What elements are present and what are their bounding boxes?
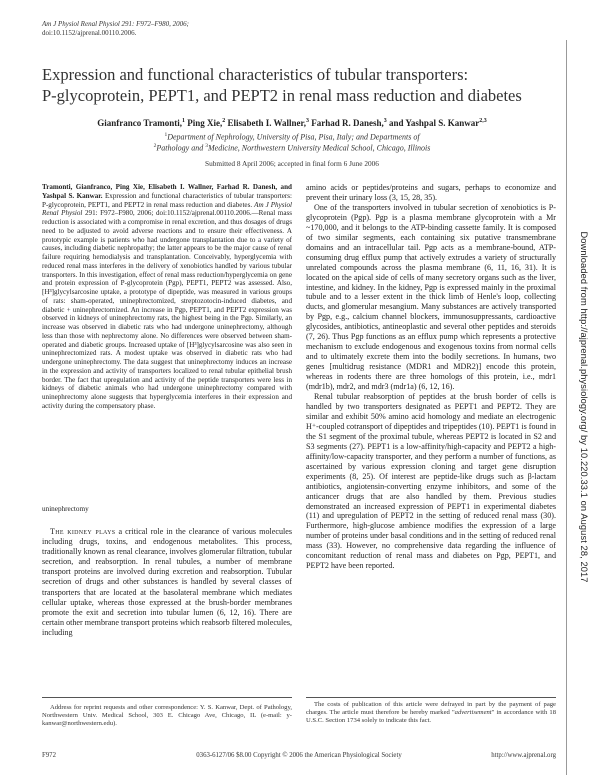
author-list (42, 118, 542, 128)
abstract-part-1: Expression and functional characteristics of tubular transporters: P-glycoprotein, PEPT1, and PEPT2 in renal mass reduction and diabetes. (42, 191, 292, 209)
correspondence-footnote: Address for reprint requests and other correspondence: Y. S. Kanwar, Dept. of Pathology, Northwestern Univ. Medical School, 303 E. Chicago Ave, Chicago, IL (e-mail: y-kanwar@northwestern.edu). (42, 704, 292, 728)
author-5-affil: 2,3 (479, 118, 487, 124)
page-charges-footnote (306, 701, 556, 726)
affil-1-text: Department of Nephrology, University of Pisa, Pisa, Italy; and Departments of (167, 132, 420, 142)
intro-text: a critical role in the clearance of various molecules including drugs, toxins, and endogenous metabolites. This process, traditionally known as renal clearance, involves glomerular filtration, tubular secretion, and reabsorption. In renal tubules, a number of membrane transport proteins are involved during excretion and reabsorption. Tubular secretion of drugs and other substances is handled by several classes of transporters that are located at the basolateral membrane which mediates cellular uptake, whereas those expressed at the brush-border membranes promote the exit and secretion into tubular lumen (6, 12, 16). There are certain other membrane transport proteins which reabsorb filtered molecules, including (42, 527, 292, 637)
footnote-divider-right (306, 697, 556, 698)
download-banner (562, 40, 598, 775)
affil-2-text: Pathology and (156, 143, 204, 153)
abstract (42, 183, 292, 411)
journal-url[interactable]: http://www.ajprenal.org (491, 752, 556, 759)
doi-line: doi:10.1152/ajprenal.00110.2006. (42, 29, 137, 37)
author-5: and Yashpal S. Kanwar (389, 118, 480, 128)
page-number: F972 (42, 752, 56, 759)
author-4: Farhad R. Danesh, (311, 118, 384, 128)
page-charges-adv: advertisement (454, 709, 492, 717)
page-charges-part-1: The costs of publication of this article were defrayed in part by the payment of page charges. The article must therefore be hereby marked " (306, 701, 556, 717)
copyright-line: 0363-6127/06 $8.00 Copyright © 2006 the American Physiological Society (196, 752, 402, 759)
journal-citation: Am J Physiol Renal Physiol 291: F972–F980, 2006; (42, 20, 189, 28)
affiliation-line-2 (42, 143, 542, 153)
abstract-cite: Am J Physiol Renal Physiol (42, 200, 292, 218)
abstract-lead: Tramonti, Gianfranco, Ping Xie, Elisabeth I. Wallner, Farhad R. Danesh, and Yashpal S. Kanwar. (42, 183, 292, 200)
abstract-part-2: 291: F972–F980, 2006; doi:10.1152/ajprenal.00110.2006.—Renal mass reduction is associated with a compromise in renal excretion, and thus dosages of drugs need to be adjusted to avoid adverse reactions and to ensure their effectiveness. A prototypic example is patients who had undergone transplantation due to a variety of causes, including diabetic nephropathy; the latter appears to be the major cause of renal failure requiring hemodialysis and transplantation. Conceivably, hyperglycemia with reduced renal mass interferes in the delivery of xenobiotics handled by various tubular transporters. In this investigation, effect of renal mass reduction/hyperglycemia on gene and protein expression of P-glycoprotein (Pgp), PEPT1, PEPT2 was assessed. Also, [H³]glycylsarcosine uptake, a prototype of dipeptide, was measured in various groups of rats: sham-operated, uninephrectomized, streptozotocin-induced diabetes, and diabetic + uninephrectomized. An increase in Pgp, PEPT1, and PEPT2 expression was observed in kidneys of uninephrectomy rats, the highest being in the Pgp. Similarly, an increase was observed in diabetic rats who had undergone uninephrectomy, although less than those with nephrectomy alone. No differences were observed between sham-operated and diabetic groups. Increased uptake of [H³]glycylsarcosine was also seen in uninephrectomized rats. A modest uptake was observed in diabetic rats who had undergone uninephrectomy. The data suggest that uninephrectomy induces an increase in the expression and activity of transporters localized to renal tubular epithelial brush border. The fact that upregulation and activity of the peptide transporters were less in kidneys of diabetic animals who had undergone uninephrectomy compared with uninephrectomy alone suggests that hyperglycemia interferes in their expression and activity during the compensatory phase. (42, 209, 292, 410)
author-4-affil: 3 (383, 118, 387, 124)
affil-1-marker: 1 (164, 132, 168, 138)
keywords: uninephrectomy (42, 505, 89, 513)
title-line-2: P-glycoprotein, PEPT1, and PEPT2 in renal mass reduction and diabetes (42, 86, 522, 105)
paragraph-pept: Renal tubular reabsorption of peptides at the brush border of cells is handled by two transporters designated as PEPT1 and PEPT2. They are similar and exhibit 50% amino acid homology and mediate an electrogenic H⁺-coupled cotransport of dipeptides and tripeptides (10). PEPT1 is found in the S1 segment of the proximal tubule, whereas PEPT2 is located in S2 and S3 segments (27). PEPT1 is a low-affinity/high-capacity and PEPT2 a high-affinity/low-capacity transporter, and they perform a number of functions, as ascertained by various expression cloning and target gene disruption experiments (8, 25). Of interest are peptide-like drugs such as β-lactam antibiotics, angiotensin-converting enzyme inhibitors, and some of the anticancer drugs that are also handled by them. Previous studies demonstrated an increased expression of PEPT1 in experimental diabetes (11) and upregulation of PEPT2 in the setting of reduced renal mass (30). Furthermore, high-glucose ambience modifies the expression of a large number of proteins under basal conditions and in the setting of reduced renal mass (33). However, no comprehensive data regarding the influence of concomitant reduction of renal mass and diabetes on Pgp, PEPT1, and PEPT2 have been reported. (306, 392, 556, 571)
author-2-affil: 2 (222, 118, 226, 124)
affiliation-line-1 (42, 132, 542, 142)
footnote-divider-left (42, 697, 292, 698)
article-title (42, 64, 542, 106)
submission-dates: Submitted 8 April 2006; accepted in final form 6 June 2006 (205, 159, 379, 168)
author-1: Gianfranco Tramonti, (97, 118, 182, 128)
paragraph-pgp: One of the transporters involved in tubular secretion of xenobiotics is P-glycoprotein (Pgp). Pgp is a plasma membrane glycoprotein with a Mr ~170,000, and it belongs to the ATP-binding cassette family. It is composed of two similar segments, each containing six putative transmembrane domains and an intracellular tail. Pgp acts as a membrane-bound, ATP-consuming drug efflux pump that actively extrudes a variety of structurally unrelated compounds across the plasma membrane (6, 11, 16, 31). It is located on the apical side of cells of many secretory organs such as the liver, intestine, and kidney. In the kidney, Pgp is expressed mainly in the proximal tubule and to a lesser extent in the thick limb of Henle's loop, collecting ducts, and glomerular mesangium. Many substances are actively transported by Pgp, e.g., calcium channel blockers, immunosuppressants, cardioactive glycosides, antibiotics, antineoplastic and several other peptides and steroids (7, 26). Thus Pgp functions as an efflux pump which represents a protective mechanism to exclude endogenous and exogenous toxins from normal cells and to ultimately excrete them into the bodily secretions. In humans, two genes [multidrug resistance (MDR1 and MDR2)] encode this protein, whereas in rodents there are three homologs of this protein, i.e., mdr1 (mdr1b), mdr2, and mdr3 (mdr1a) (6, 12, 16). (306, 202, 556, 392)
running-header (42, 20, 189, 38)
affil-3-text: Medicine, Northwestern University Medical School, Chicago, Illinois (207, 143, 431, 153)
introduction (42, 527, 292, 638)
author-3: Elisabeth I. Wallner, (227, 118, 306, 128)
author-3-affil: 3 (305, 118, 309, 124)
intro-smallcaps: The kidney plays (50, 527, 116, 536)
paragraph-continued: amino acids or peptides/proteins and sugars, perhaps to economize and prevent their urinary loss (3, 15, 28, 35). (306, 183, 556, 202)
author-2: Ping Xie, (187, 118, 223, 128)
right-column (306, 183, 556, 571)
author-1-affil: 1 (181, 118, 185, 124)
banner-rule (566, 40, 567, 775)
download-notice[interactable]: Downloaded from http://ajprenal.physiology.org/ by 10.220.33.1 on August 28, 2017 (579, 231, 589, 583)
title-line-1: Expression and functional characteristics of tubular transporters: (42, 65, 469, 84)
page-charges-part-2: " in accordance with 18 U.S.C. Section 1734 solely to indicate this fact. (306, 709, 556, 725)
affil-3-marker: 3 (205, 143, 208, 149)
affil-2-marker: 2 (153, 143, 157, 149)
